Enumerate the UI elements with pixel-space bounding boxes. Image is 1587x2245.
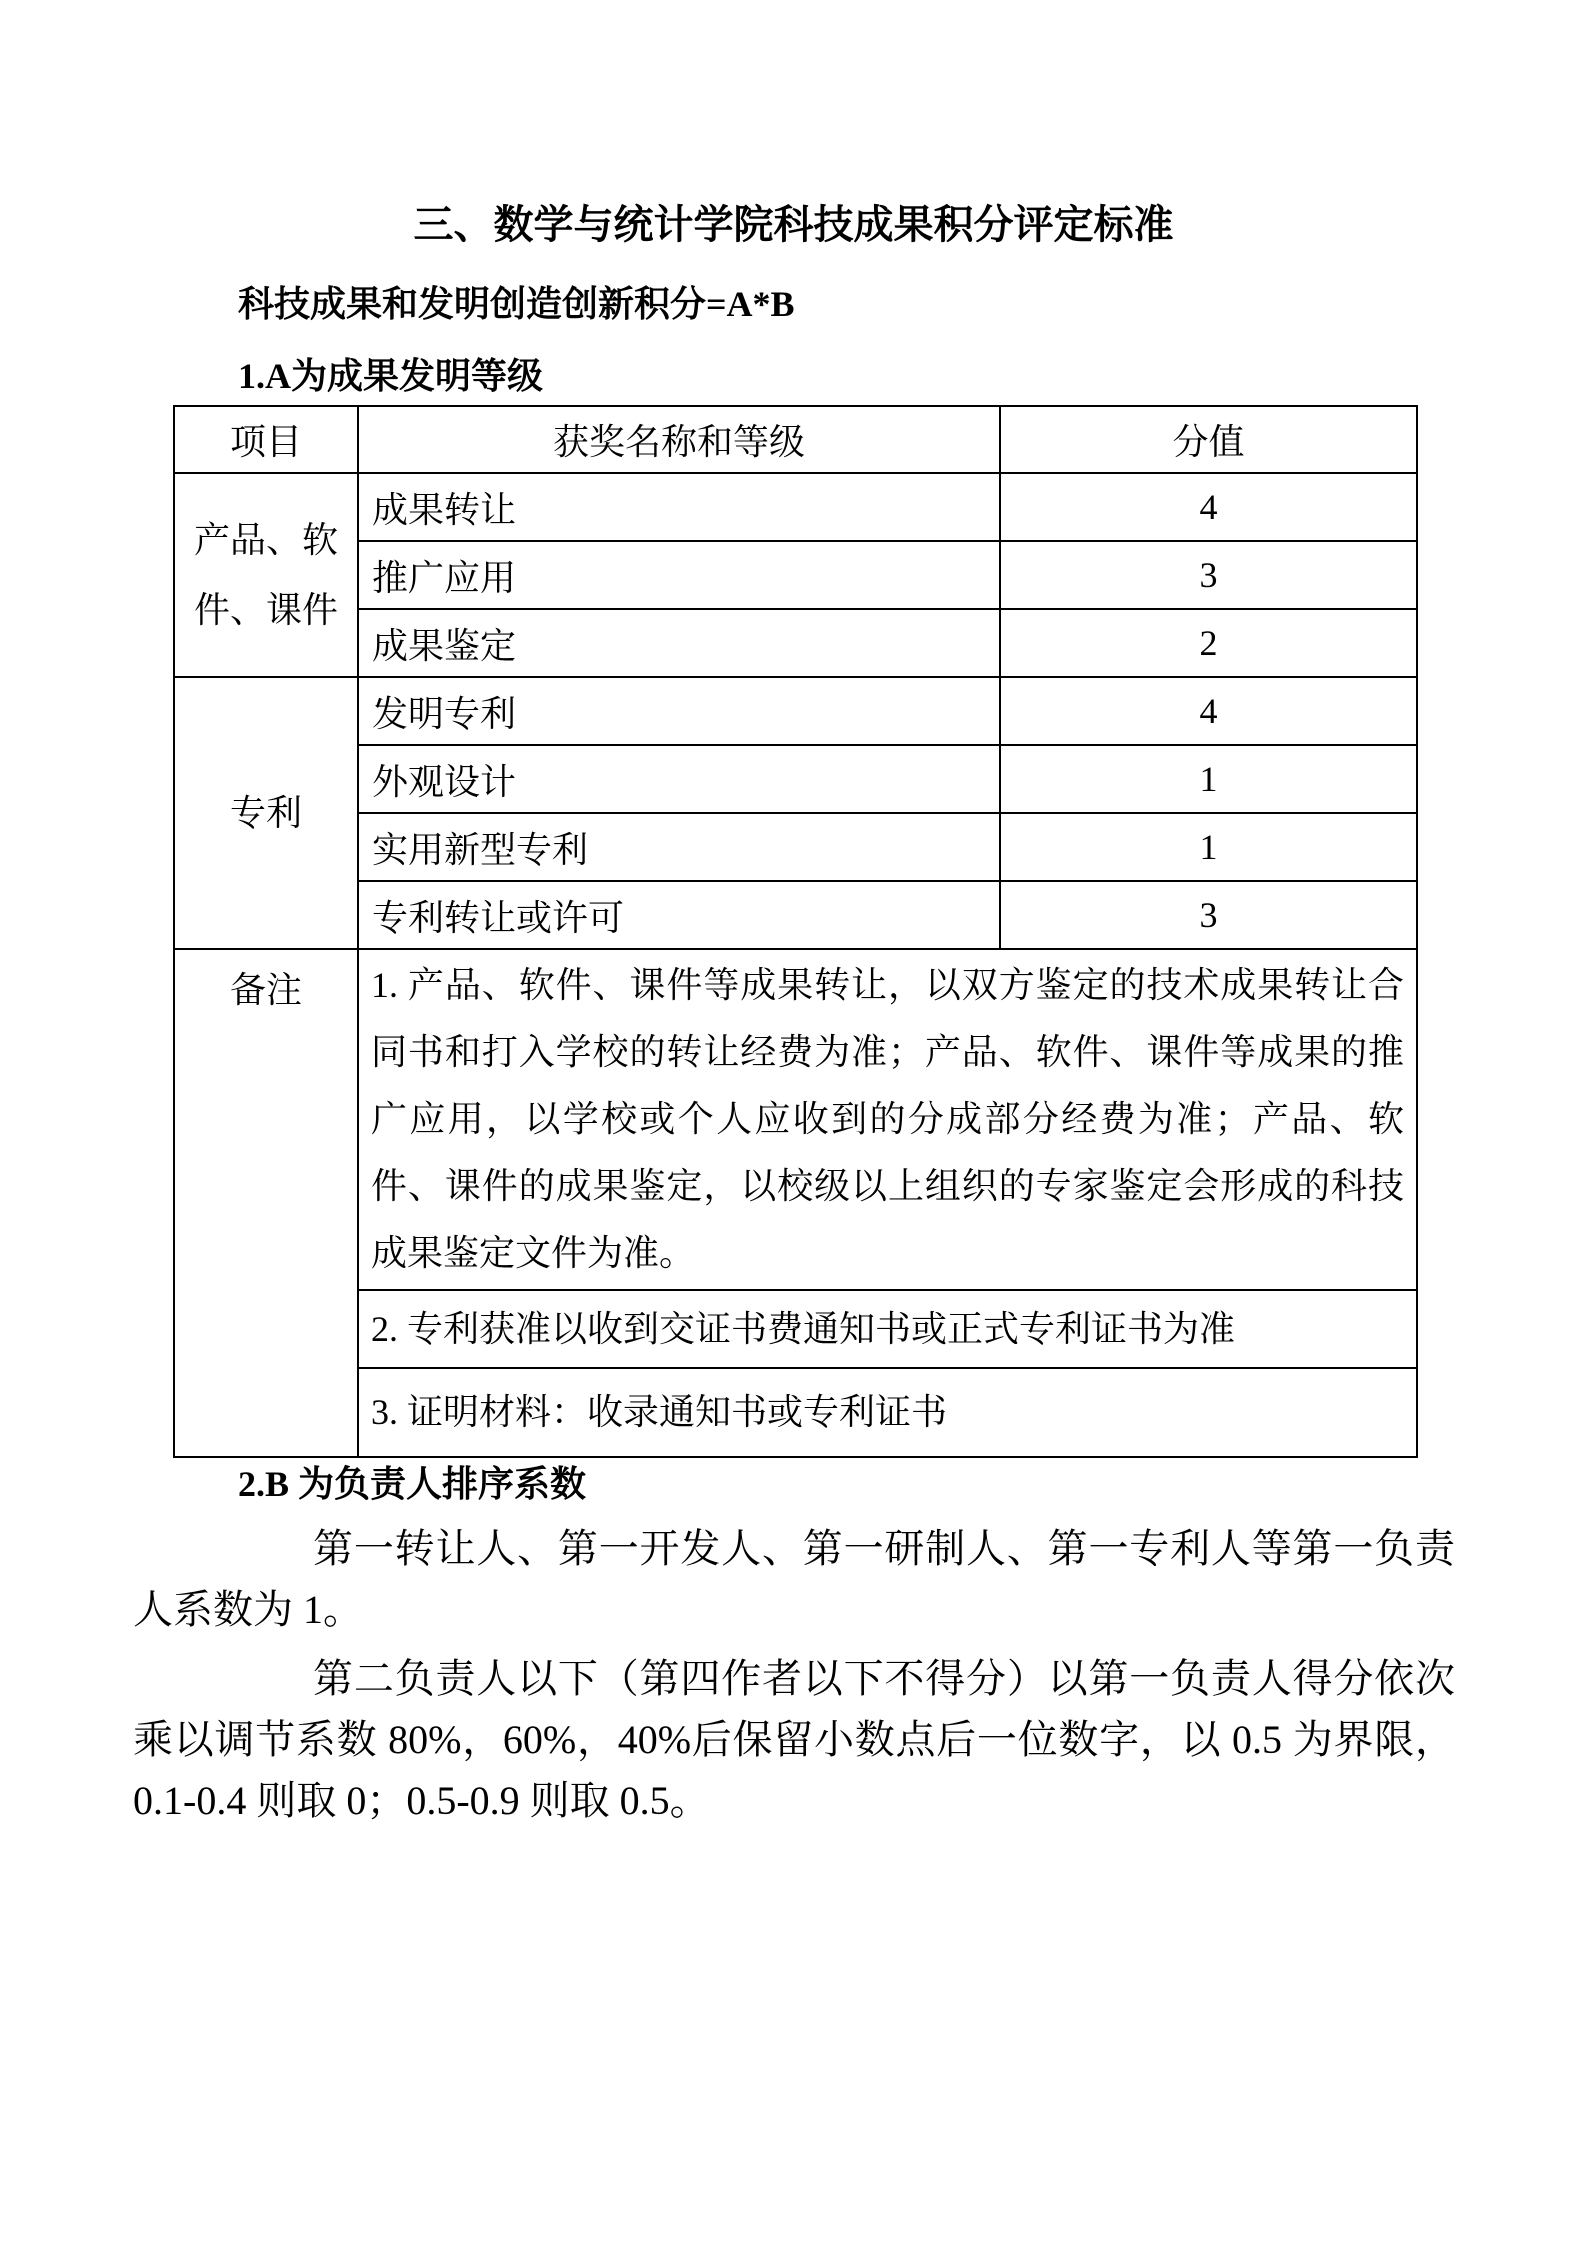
formula-heading: 科技成果和发明创造创新积分=A*B xyxy=(238,284,795,324)
item-cell: 推广应用 xyxy=(358,541,1000,609)
score-cell: 1 xyxy=(1000,813,1417,881)
section-2-heading: 2.B 为负责人排序系数 xyxy=(238,1464,587,1504)
header-cell-score: 分值 xyxy=(1000,406,1417,473)
header-cell-item: 项目 xyxy=(174,406,358,473)
remark-label-cell: 备注 xyxy=(174,949,358,1457)
body-text xyxy=(133,1518,1455,1831)
score-cell: 2 xyxy=(1000,609,1417,677)
item-cell: 外观设计 xyxy=(358,745,1000,813)
category-cell-patent: 专利 xyxy=(174,677,358,949)
paragraph-coefficient-2: 第二负责人以下（第四作者以下不得分）以第一负责人得分依次乘以调节系数 80%，60%，40%后保留小数点后一位数字，以 0.5 为界限，0.1-0.4 则取 0；0.5-0.9 则取 0.5。 xyxy=(133,1656,1455,1823)
table-row xyxy=(174,813,1417,881)
table-row xyxy=(174,881,1417,949)
item-cell: 实用新型专利 xyxy=(358,813,1000,881)
item-cell: 成果鉴定 xyxy=(358,609,1000,677)
table-header-row xyxy=(174,406,1417,473)
score-cell: 3 xyxy=(1000,881,1417,949)
table-row xyxy=(174,745,1417,813)
score-cell: 3 xyxy=(1000,541,1417,609)
score-cell: 1 xyxy=(1000,745,1417,813)
remarks-row xyxy=(174,1290,1417,1368)
category-cell-products: 产品、软件、课件 xyxy=(174,473,358,677)
note-cell-2: 2. 专利获准以收到交证书费通知书或正式专利证书为准 xyxy=(358,1290,1417,1368)
remarks-row xyxy=(174,949,1417,1290)
table-row xyxy=(174,473,1417,541)
table-row xyxy=(174,541,1417,609)
item-cell: 成果转让 xyxy=(358,473,1000,541)
item-cell: 发明专利 xyxy=(358,677,1000,745)
table-row xyxy=(174,609,1417,677)
note-cell-1: 1. 产品、软件、课件等成果转让，以双方鉴定的技术成果转让合同书和打入学校的转让经费为准；产品、软件、课件等成果的推广应用，以学校或个人应收到的分成部分经费为准；产品、软件、课件的成果鉴定，以校级以上组织的专家鉴定会形成的科技成果鉴定文件为准。 xyxy=(358,949,1417,1290)
remarks-row xyxy=(174,1368,1417,1457)
page-title: 三、数学与统计学院科技成果积分评定标准 xyxy=(413,202,1174,247)
paragraph-coefficient-1: 第一转让人、第一开发人、第一研制人、第一专利人等第一负责人系数为 1。 xyxy=(133,1526,1455,1632)
item-cell: 专利转让或许可 xyxy=(358,881,1000,949)
score-table xyxy=(173,405,1418,1458)
score-cell: 4 xyxy=(1000,677,1417,745)
table-row xyxy=(174,677,1417,745)
section-1-heading: 1.A为成果发明等级 xyxy=(238,356,543,396)
header-cell-award: 获奖名称和等级 xyxy=(358,406,1000,473)
score-cell: 4 xyxy=(1000,473,1417,541)
note-cell-3: 3. 证明材料：收录通知书或专利证书 xyxy=(358,1368,1417,1457)
